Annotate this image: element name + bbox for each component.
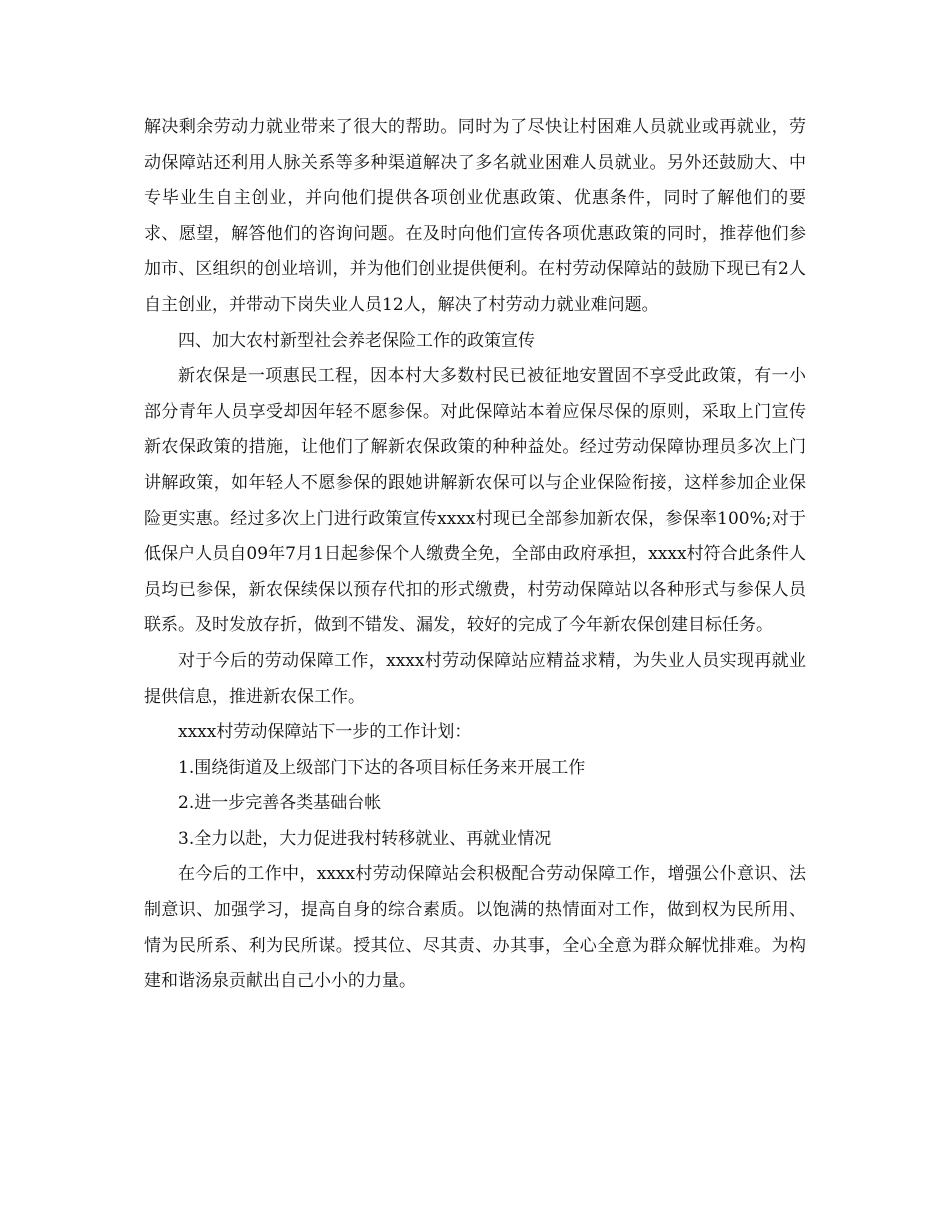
document-body	[144, 110, 806, 1000]
work-plan-heading: xxxx村劳动保障站下一步的工作计划：	[178, 722, 472, 743]
paragraph-employment-help: 解决剩余劳动力就业带来了很大的帮助。同时为了尽快让村困难人员就业或再就业，劳动保障站还利用人脉关系等多种渠道解决了多名就业困难人员就业。另外还鼓励大、中专毕业生自主创业，并向他们提供各项创业优惠政策、优惠条件，同时了解他们的要求、愿望，解答他们的咨询问题。在及时向他们宣传各项优惠政策的同时，推荐他们参加市、区组织的创业培训，并为他们创业提供便利。在村劳动保障站的鼓励下现已有2人自主创业，并带动下岗失业人员12人，解决了村劳动力就业难问题。	[144, 117, 806, 315]
work-plan-item-1: 1.围绕街道及上级部门下达的各项目标任务来开展工作	[178, 757, 586, 778]
paragraph-future-work: 对于今后的劳动保障工作，xxxx村劳动保障站应精益求精，为失业人员实现再就业提供信息，推进新农保工作。	[144, 650, 806, 707]
work-plan-item-3: 3.全力以赴，大力促进我村转移就业、再就业情况	[178, 828, 552, 849]
work-plan-item-2: 2.进一步完善各类基础台帐	[178, 793, 382, 814]
paragraph-new-rural-pension: 新农保是一项惠民工程，因本村大多数村民已被征地安置固不享受此政策，有一小部分青年人员享受却因年轻不愿参保。对此保障站本着应保尽保的原则，采取上门宣传新农保政策的措施，让他们了解新农保政策的种种益处。经过劳动保障协理员多次上门讲解政策，如年轻人不愿参保的跟她讲解新农保可以与企业保险衔接，这样参加企业保险更实惠。经过多次上门进行政策宣传xxxx村现已全部参加新农保，参保率100%;对于低保户人员自09年7月1日起参保个人缴费全免，全部由政府承担，xxxx村符合此条件人员均已参保，新农保续保以预存代扣的形式缴费，村劳动保障站以各种形式与参保人员联系。及时发放存折，做到不错发、漏发，较好的完成了今年新农保创建目标任务。	[144, 366, 806, 636]
section-heading-pension-policy: 四、加大农村新型社会养老保险工作的政策宣传	[178, 330, 535, 351]
paragraph-conclusion: 在今后的工作中，xxxx村劳动保障站会积极配合劳动保障工作，增强公仆意识、法制意识、加强学习，提高自身的综合素质。以饱满的热情面对工作，做到权为民所用、情为民所系、利为民所谋。授其位、尽其责、办其事，全心全意为群众解忧排难。为构建和谐汤泉贡献出自己小小的力量。	[144, 864, 806, 992]
